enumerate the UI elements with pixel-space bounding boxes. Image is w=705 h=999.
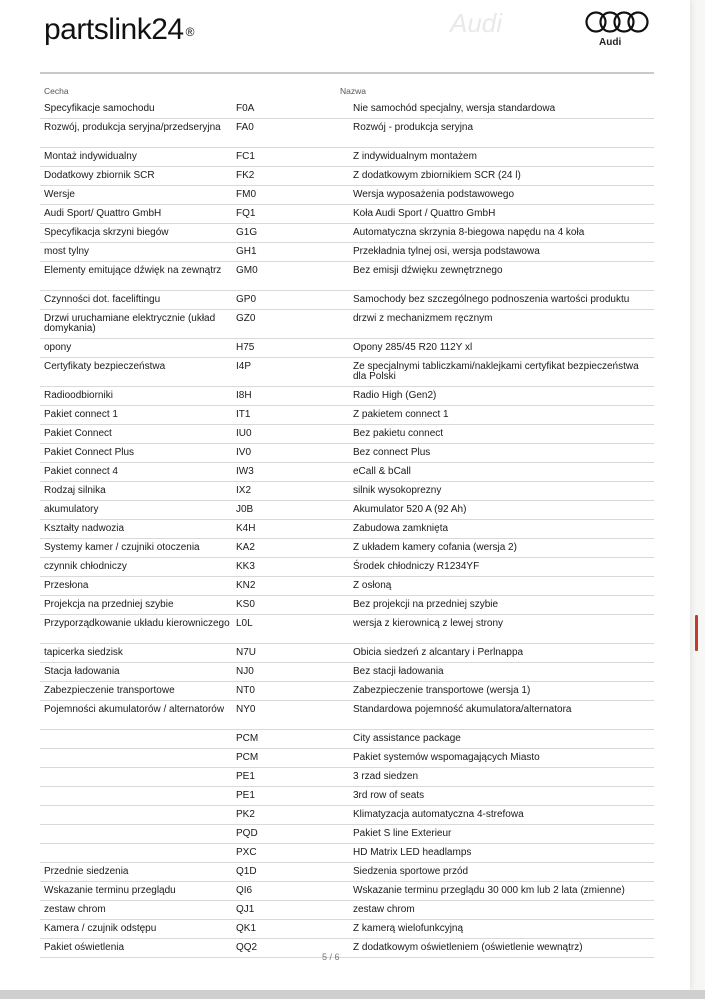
feature-cell: Specyfikacja skrzyni biegów	[44, 227, 169, 238]
feature-cell: Zabezpieczenie transportowe	[44, 685, 175, 696]
code-cell: FA0	[236, 122, 254, 133]
code-cell: FQ1	[236, 208, 256, 219]
name-cell: Wersja wyposażenia podstawowego	[353, 189, 515, 200]
code-cell: IX2	[236, 485, 252, 496]
table-row	[40, 701, 654, 730]
table-row	[40, 844, 654, 863]
code-cell: PQD	[236, 828, 258, 839]
table-row	[40, 806, 654, 825]
name-cell: Koła Audi Sport / Quattro GmbH	[353, 208, 496, 219]
name-cell: Przekładnia tylnej osi, wersja podstawowa	[353, 246, 540, 257]
feature-cell: czynnik chłodniczy	[44, 561, 127, 572]
code-cell: F0A	[236, 103, 255, 114]
name-cell: 3rd row of seats	[353, 790, 425, 801]
table-row	[40, 577, 654, 596]
code-cell: L0L	[236, 618, 253, 629]
code-cell: Q1D	[236, 866, 257, 877]
table-row	[40, 825, 654, 844]
table-row	[40, 310, 654, 339]
feature-cell	[40, 749, 230, 753]
code-cell: K4H	[236, 523, 256, 534]
table-row	[40, 339, 654, 358]
feature-cell: Audi Sport/ Quattro GmbH	[44, 208, 162, 219]
header-divider	[40, 72, 654, 74]
name-cell: eCall & bCall	[353, 466, 411, 477]
code-cell: H75	[236, 342, 255, 353]
name-cell: Rozwój - produkcja seryjna	[353, 122, 474, 133]
table-row	[40, 100, 654, 119]
feature-cell: Rodzaj silnika	[44, 485, 106, 496]
name-cell: City assistance package	[353, 733, 461, 744]
table-row	[40, 406, 654, 425]
code-cell: NY0	[236, 704, 256, 715]
code-cell: PXC	[236, 847, 257, 858]
name-cell: Z dodatkowym zbiornikiem SCR (24 l)	[353, 170, 521, 181]
registered-mark: ®	[185, 25, 194, 39]
feature-cell: Specyfikacje samochodu	[44, 103, 155, 114]
code-cell: G1G	[236, 227, 258, 238]
name-cell: Z pakietem connect 1	[353, 409, 449, 420]
table-row	[40, 787, 654, 806]
table-row	[40, 243, 654, 262]
code-cell: QI6	[236, 885, 253, 896]
code-cell: IU0	[236, 428, 252, 439]
table-row	[40, 644, 654, 663]
code-cell: KA2	[236, 542, 255, 553]
code-cell: I8H	[236, 390, 252, 401]
feature-cell: most tylny	[44, 246, 90, 257]
logo-text: partslink24	[44, 13, 184, 46]
feature-cell: Czynności dot. faceliftingu	[44, 294, 161, 305]
table-row	[40, 901, 654, 920]
table-row	[40, 768, 654, 787]
table-row	[40, 444, 654, 463]
name-cell: Akumulator 520 A (92 Ah)	[353, 504, 467, 515]
feature-cell: Stacja ładowania	[44, 666, 120, 677]
table-row	[40, 186, 654, 205]
feature-cell: Montaż indywidualny	[44, 151, 137, 162]
name-cell: Ze specjalnymi tabliczkami/naklejkami certyfikat bezpieczeństwa dla Polski	[353, 361, 639, 382]
name-cell: Z kamerą wielofunkcyjną	[353, 923, 464, 934]
name-cell: Nie samochód specjalny, wersja standardowa	[353, 103, 556, 114]
code-cell: N7U	[236, 647, 257, 658]
code-cell: I4P	[236, 361, 252, 372]
name-cell: Pakiet systemów wspomagających Miasto	[353, 752, 540, 763]
feature-cell: zestaw chrom	[44, 904, 106, 915]
code-cell: PK2	[236, 809, 255, 820]
name-cell: Pakiet S line Exterieur	[353, 828, 452, 839]
feature-cell: Kształty nadwozia	[44, 523, 125, 534]
table-row	[40, 224, 654, 243]
feature-cell: Kamera / czujnik odstępu	[44, 923, 157, 934]
feature-cell: Elementy emitujące dźwięk na zewnątrz	[44, 265, 222, 276]
name-cell: HD Matrix LED headlamps	[353, 847, 472, 858]
feature-cell	[40, 844, 230, 848]
code-cell: IT1	[236, 409, 251, 420]
name-cell: Zabudowa zamknięta	[353, 523, 449, 534]
feature-cell: Systemy kamer / czujniki otoczenia	[44, 542, 200, 553]
code-cell: IV0	[236, 447, 252, 458]
code-cell: FM0	[236, 189, 256, 200]
feature-cell: Wersje	[44, 189, 75, 200]
feature-cell: Pakiet Connect Plus	[44, 447, 135, 458]
table-row	[40, 663, 654, 682]
name-cell: Bez stacji ładowania	[353, 666, 444, 677]
audi-rings-icon	[584, 10, 650, 34]
audi-brand-label: Audi	[599, 37, 622, 48]
code-cell: QK1	[236, 923, 257, 934]
code-cell: FK2	[236, 170, 255, 181]
name-cell: Automatyczna skrzynia 8-biegowa napędu na 4 koła	[353, 227, 585, 238]
feature-cell: Pakiet Connect	[44, 428, 112, 439]
name-cell: Radio High (Gen2)	[353, 390, 437, 401]
feature-cell: Pakiet connect 1	[44, 409, 118, 420]
feature-cell: Dodatkowy zbiornik SCR	[44, 170, 155, 181]
table-row	[40, 291, 654, 310]
code-cell: GP0	[236, 294, 257, 305]
name-cell: Bez pakietu connect	[353, 428, 444, 439]
code-cell: QQ2	[236, 942, 258, 953]
table-row	[40, 387, 654, 406]
feature-cell: akumulatory	[44, 504, 99, 515]
table-row	[40, 520, 654, 539]
name-cell: Bez emisji dźwięku zewnętrznego	[353, 265, 503, 276]
name-cell: Bez connect Plus	[353, 447, 431, 458]
name-cell: Z dodatkowym oświetleniem (oświetlenie wewnątrz)	[353, 942, 583, 953]
table-row	[40, 920, 654, 939]
name-cell: Siedzenia sportowe przód	[353, 866, 469, 877]
scroll-position-marker[interactable]	[695, 615, 698, 651]
name-cell: Opony 285/45 R20 112Y xl	[353, 342, 473, 353]
feature-cell: tapicerka siedzisk	[44, 647, 123, 658]
code-cell: KS0	[236, 599, 255, 610]
code-cell: NT0	[236, 685, 255, 696]
feature-cell: Rozwój, produkcja seryjna/przedseryjna	[44, 122, 221, 133]
table-row	[40, 596, 654, 615]
code-cell: KN2	[236, 580, 256, 591]
table-row	[40, 262, 654, 291]
code-cell: IW3	[236, 466, 254, 477]
table-row	[40, 482, 654, 501]
table-row	[40, 615, 654, 644]
code-cell: J0B	[236, 504, 254, 515]
name-cell: Bez projekcji na przedniej szybie	[353, 599, 499, 610]
code-cell: GM0	[236, 265, 258, 276]
faded-brand-text: Audi	[450, 8, 503, 38]
feature-cell: Przednie siedzenia	[44, 866, 129, 877]
code-cell: KK3	[236, 561, 255, 572]
code-cell: PCM	[236, 733, 259, 744]
name-cell: Środek chłodniczy R1234YF	[353, 561, 480, 572]
table-row	[40, 558, 654, 577]
table-row	[40, 749, 654, 768]
name-cell: Z osłoną	[353, 580, 392, 591]
name-cell: wersja z kierownicą z lewej strony	[353, 618, 504, 629]
code-cell: GZ0	[236, 313, 256, 324]
table-row	[40, 463, 654, 482]
table-row	[40, 425, 654, 444]
table-row	[40, 882, 654, 901]
equipment-table	[40, 100, 654, 958]
feature-cell: Projekcja na przedniej szybie	[44, 599, 174, 610]
table-row	[40, 148, 654, 167]
feature-cell: opony	[44, 342, 72, 353]
name-cell: silnik wysokoprezny	[353, 485, 442, 496]
name-cell: Obicia siedzeń z alcantary i Perlnappa	[353, 647, 524, 658]
code-cell: PE1	[236, 790, 255, 801]
name-cell: Samochody bez szczególnego podnoszenia wartości produktu	[353, 294, 630, 305]
code-cell: NJ0	[236, 666, 254, 677]
table-row	[40, 167, 654, 186]
column-header-feature: Cecha	[44, 86, 69, 96]
name-cell: Standardowa pojemność akumulatora/alternatora	[353, 704, 572, 715]
code-cell: PCM	[236, 752, 259, 763]
feature-cell: Certyfikaty bezpieczeństwa	[44, 361, 166, 372]
name-cell: zestaw chrom	[353, 904, 415, 915]
name-cell: Zabezpieczenie transportowe (wersja 1)	[353, 685, 531, 696]
code-cell: FC1	[236, 151, 255, 162]
feature-cell	[40, 806, 230, 810]
feature-cell: Pakiet oświetlenia	[44, 942, 125, 953]
name-cell: Wskazanie terminu przeglądu 30 000 km lub 2 lata (zmienne)	[353, 885, 625, 896]
feature-cell	[40, 768, 230, 772]
column-header-name: Nazwa	[340, 86, 366, 96]
code-cell: GH1	[236, 246, 257, 257]
partslink24-logo	[44, 10, 194, 50]
feature-cell: Przyporządkowanie układu kierowniczego	[44, 618, 230, 629]
feature-cell: Wskazanie terminu przeglądu	[44, 885, 176, 896]
table-row	[40, 539, 654, 558]
name-cell: drzwi z mechanizmem ręcznym	[353, 313, 493, 324]
feature-cell	[40, 825, 230, 829]
feature-cell	[40, 730, 230, 734]
feature-cell: Pojemności akumulatorów / alternatorów	[44, 704, 225, 715]
feature-cell: Radioodbiorniki	[44, 390, 113, 401]
table-row	[40, 205, 654, 224]
table-row	[40, 730, 654, 749]
feature-cell: Pakiet connect 4	[44, 466, 118, 477]
name-cell: 3 rzad siedzen	[353, 771, 419, 782]
name-cell: Z układem kamery cofania (wersja 2)	[353, 542, 517, 553]
table-row	[40, 682, 654, 701]
feature-cell	[40, 787, 230, 791]
table-row	[40, 939, 654, 958]
code-cell: QJ1	[236, 904, 255, 915]
code-cell: PE1	[236, 771, 255, 782]
header	[0, 0, 690, 70]
name-cell: Z indywidualnym montażem	[353, 151, 477, 162]
table-row	[40, 863, 654, 882]
table-row	[40, 501, 654, 520]
feature-cell: Drzwi uruchamiane elektrycznie (układ domykania)	[44, 313, 216, 334]
name-cell: Klimatyzacja automatyczna 4-strefowa	[353, 809, 524, 820]
feature-cell: Przesłona	[44, 580, 89, 591]
page-number: 5 / 6	[322, 952, 340, 962]
table-row	[40, 358, 654, 387]
table-row	[40, 119, 654, 148]
bottom-bar	[0, 990, 705, 999]
